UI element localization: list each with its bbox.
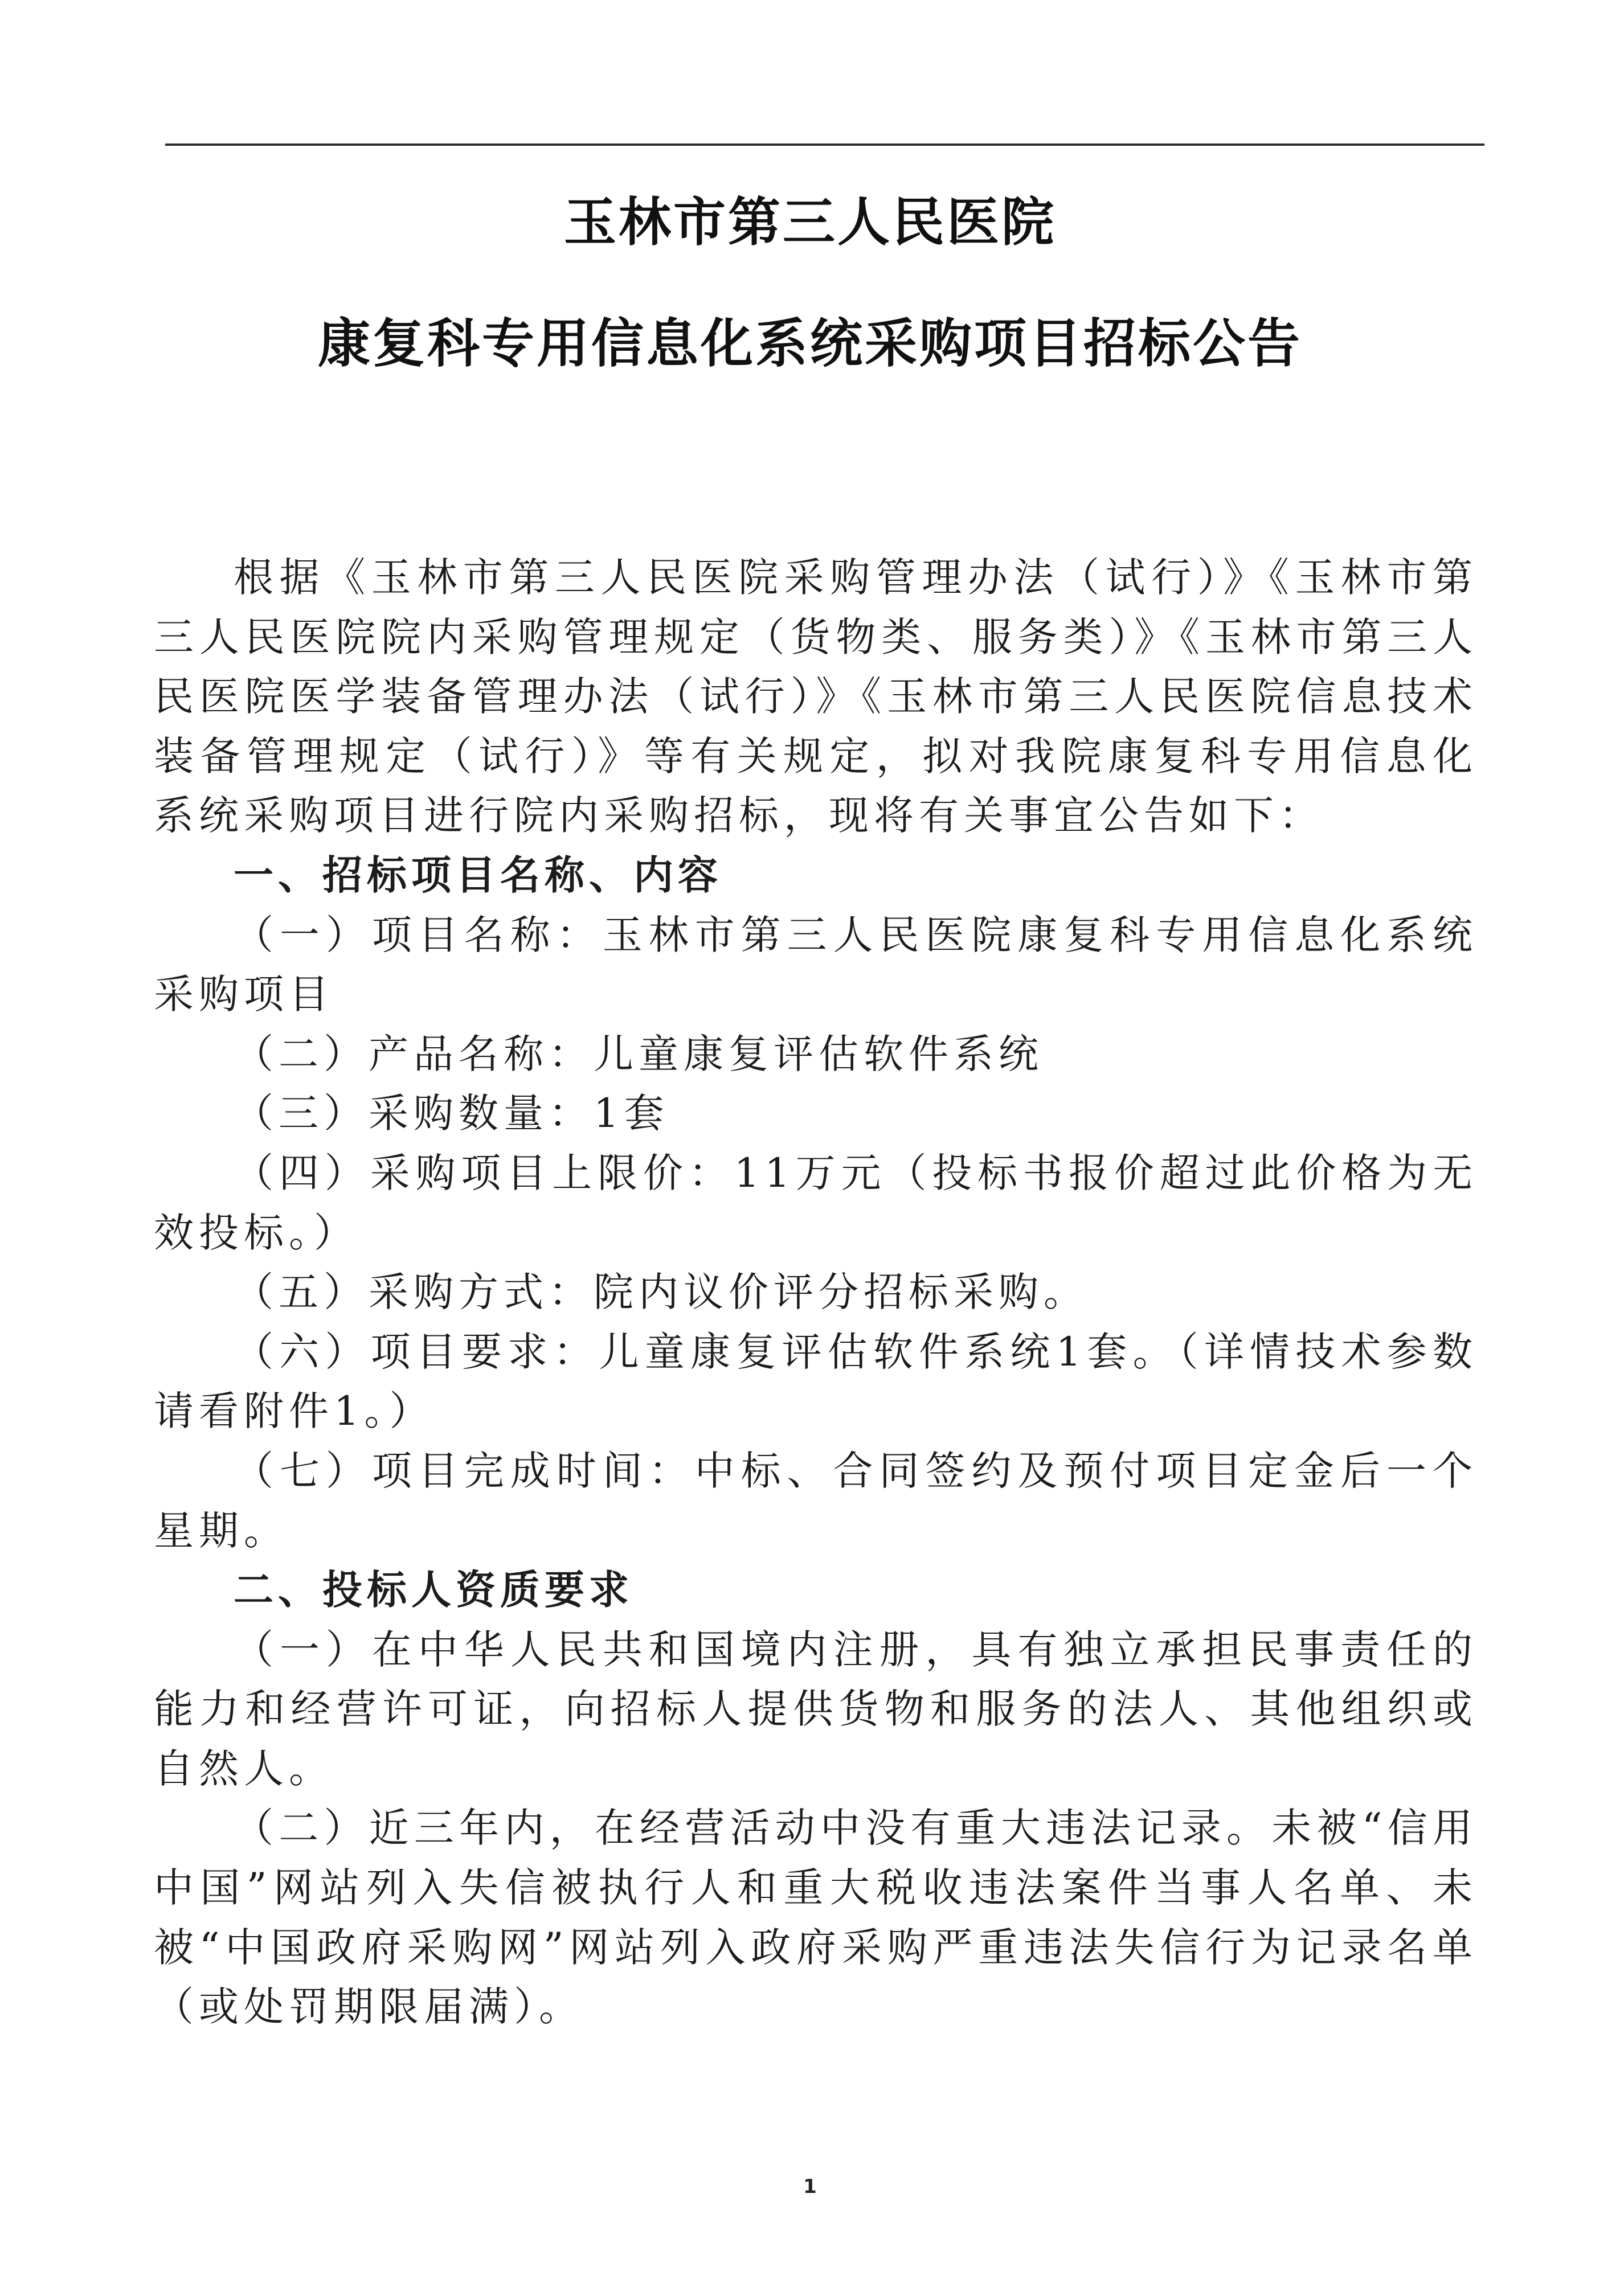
document-title-line1: 玉林市第三人民医院 xyxy=(563,192,1056,253)
header-rule xyxy=(165,144,1484,146)
intro-paragraph: 根据《玉林市第三人民医院采购管理办法（试行）》《玉林市第三人民医院院内采购管理规定（货物类、服务类）》《玉林市第三人民医院医学装备管理办法（试行）》《玉林市第三人民医院信息技术装备管理规定（试行）》等有关规定，拟对我院康复科专用信息化系统采购项目进行院内采购招标，现将有关事宜公告如下： xyxy=(154,554,1478,839)
document-title-line2: 康复科专用信息化系统采购项目招标公告 xyxy=(317,313,1302,374)
section2-heading: 二、投标人资质要求 xyxy=(234,1567,633,1614)
section1-item-4: （四）采购项目上限价：11万元（投标书报价超过此价格为无效投标。） xyxy=(154,1149,1478,1256)
section1-item-2: （二）产品名称：儿童康复评估软件系统 xyxy=(234,1030,1044,1077)
page-number: 1 xyxy=(803,2175,817,2198)
section1-item-7: （七）项目完成时间：中标、合同签约及预付项目定金后一个星期。 xyxy=(154,1447,1478,1554)
section1-item-6: （六）项目要求：儿童康复评估软件系统1套。（详情技术参数请看附件1。） xyxy=(154,1328,1478,1435)
section1-item-5: （五）采购方式：院内议价评分招标采购。 xyxy=(234,1269,1089,1316)
section2-item-1: （一）在中华人民共和国境内注册，具有独立承担民事责任的能力和经营许可证，向招标人提供货物和服务的法人、其他组织或自然人。 xyxy=(154,1626,1478,1792)
section1-heading: 一、招标项目名称、内容 xyxy=(234,851,722,899)
section1-item-1: （一）项目名称：玉林市第三人民医院康复科专用信息化系统采购项目 xyxy=(154,911,1478,1018)
section2-item-2: （二）近三年内，在经营活动中没有重大违法记录。未被“信用中国”网站列入失信被执行人和重大税收违法案件当事人名单、未被“中国政府采购网”网站列入政府采购严重违法失信行为记录名单（或处罚期限届满）。 xyxy=(154,1805,1478,2031)
section1-item-3: （三）采购数量：1套 xyxy=(234,1090,669,1137)
document-body xyxy=(154,548,1478,2037)
